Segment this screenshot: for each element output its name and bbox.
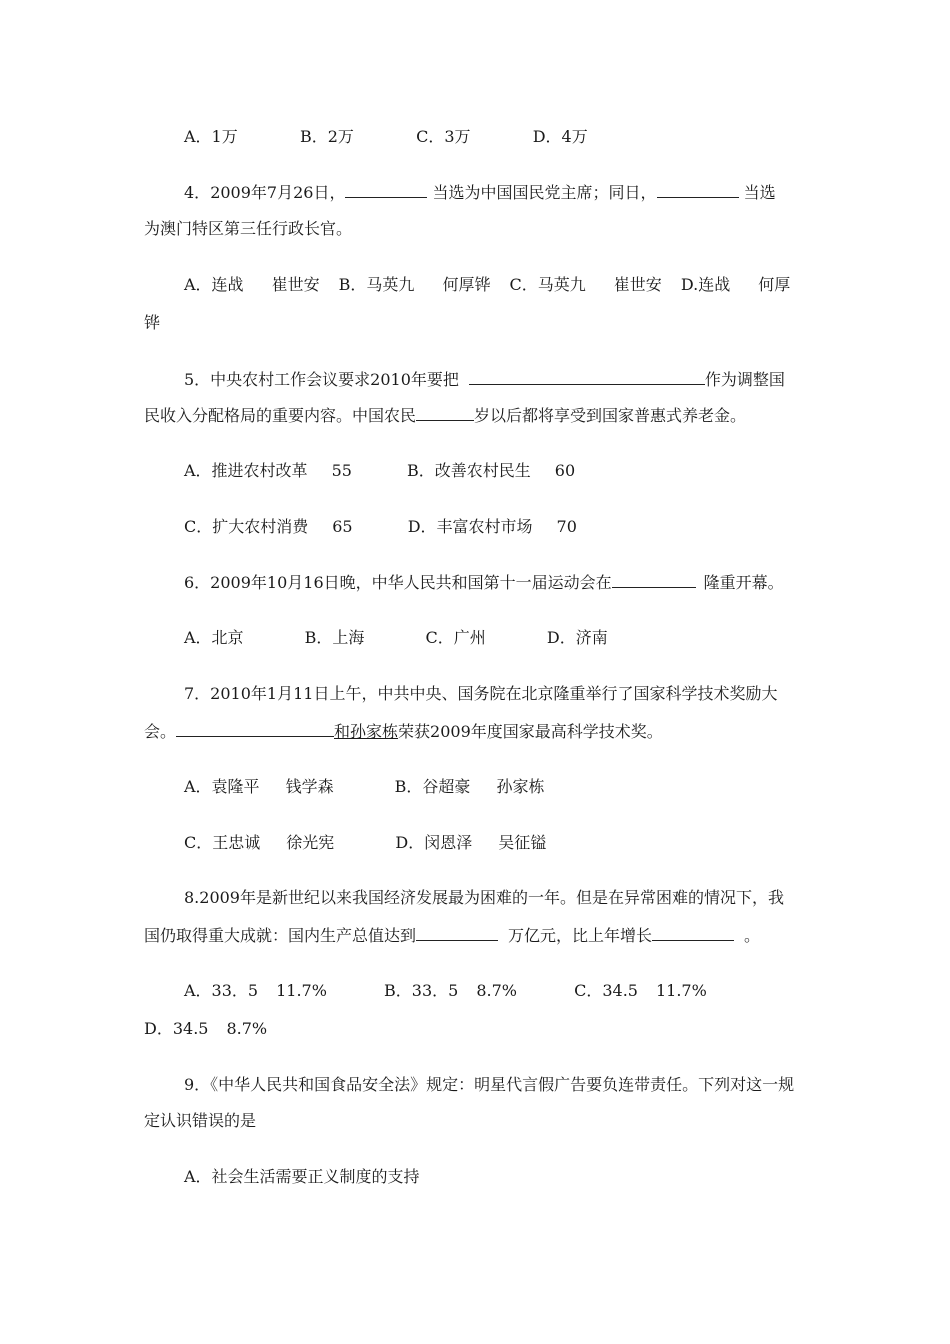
q5-option-d-num: 70 (556, 517, 577, 536)
q4-option-c-name: 崔世安 (613, 275, 662, 294)
q7-option-b: B．谷超豪 (394, 777, 471, 796)
q6-stem-text-end: 隆重开幕。 (703, 573, 784, 592)
q5-option-b-num: 60 (554, 461, 576, 480)
q4-stem-line1 (184, 181, 776, 203)
q9-stem-line2-text: 定认识错误的是 (144, 1111, 257, 1130)
q8-stem-line2-start: 国仍取得重大成就：国内生产总值达到 (144, 926, 417, 945)
q7-stem-line2-end: 荣获2009年度国家最高科学技术奖。 (398, 722, 663, 741)
q8-stem-line2-end: 。 (744, 926, 761, 945)
q6-stem-text: 6．2009年10月16日晚，中华人民共和国第十一届运动会在 (184, 573, 612, 592)
q8-stem-line2-mid: 万亿元，比上年增长 (508, 926, 653, 945)
q7-blank (176, 720, 334, 737)
q5-stem-line2-text: 民收入分配格局的重要内容。中国农民 (144, 406, 417, 425)
q5-option-c: C．扩大农村消费 (184, 517, 309, 536)
q3-option-a: A．1万 (184, 127, 238, 146)
q6-option-a: A．北京 (184, 628, 244, 647)
q4-stem-text: 当选为中国国民党主席；同日， (432, 183, 657, 202)
q8-blank-2 (652, 924, 734, 941)
q5-option-b: B．改善农村民生 (407, 461, 531, 480)
q4-stem-text-end: 当选 (743, 183, 776, 202)
q8-option-c: C．34.5 (574, 981, 638, 1000)
q7-stem-line1 (184, 683, 777, 705)
q8-stem-text: 8.2009年是新世纪以来我国经济发展最为困难的一年。但是在异常困难的情况下，我 (184, 888, 784, 907)
q4-option-d: D.连战 (680, 275, 731, 294)
q7-option-c-name: 徐光宪 (286, 833, 335, 852)
q7-option-d-name: 吴征镒 (498, 833, 547, 852)
q5-stem-line1 (184, 368, 785, 390)
q3-option-c: C．3万 (416, 127, 471, 146)
q7-stem-line2 (144, 720, 663, 742)
q4-stem-line2 (144, 218, 352, 240)
q4-blank-1 (345, 181, 427, 198)
q7-option-d: D．闵恩泽 (395, 833, 473, 852)
q7-option-c: C．王忠诚 (184, 833, 261, 852)
q4-option-a-name: 崔世安 (271, 275, 320, 294)
q7-option-a-name: 钱学森 (285, 777, 334, 796)
q8-stem-line1 (184, 887, 784, 909)
q4-date: 2009年7月26日， (210, 183, 346, 202)
q6-option-c: C．广州 (425, 628, 486, 647)
q7-options-row-2 (184, 832, 546, 854)
q7-stem-line2-start: 会。 (144, 722, 177, 741)
q9-stem-line1 (184, 1074, 794, 1096)
q4-option-d-name: 何厚 (758, 275, 791, 294)
q8-option-b-pct: 8.7% (476, 981, 517, 1000)
q4-options-row (184, 274, 790, 296)
q4-option-b-name: 何厚铧 (442, 275, 491, 294)
q4-blank-2 (657, 181, 739, 198)
q5-option-c-num: 65 (332, 517, 353, 536)
q7-option-a: A．袁隆平 (184, 777, 260, 796)
q6-blank (612, 571, 696, 588)
q6-option-d: D．济南 (546, 628, 608, 647)
q7-underlined-name: 和孙家栋 (334, 722, 399, 741)
q9-stem-text: 9．《中华人民共和国食品安全法》规定：明星代言假广告要负连带责任。下列对这一规 (184, 1075, 795, 1094)
q5-blank-1 (469, 368, 705, 385)
q7-option-b-name: 孙家栋 (496, 777, 545, 796)
q3-option-b: B．2万 (299, 127, 354, 146)
q8-option-a-pct: 11.7% (276, 981, 327, 1000)
q6-options-row (184, 627, 608, 649)
q4-number: 4． (184, 183, 211, 202)
q5-stem-line2 (144, 404, 746, 426)
q4-stem-line2-text: 为澳门特区第三任行政长官。 (144, 219, 353, 238)
q5-stem-text: 5．中央农村工作会议要求2010年要把 (184, 370, 459, 389)
q8-option-d: D．34.5 (144, 1019, 209, 1038)
q4-option-b: B．马英九 (338, 275, 415, 294)
q3-option-d: D．4万 (532, 127, 588, 146)
q7-options-row-1 (184, 776, 544, 798)
q9-option-a-line (184, 1166, 420, 1188)
q8-options-row-1 (184, 980, 707, 1002)
q8-options-row-2 (144, 1018, 267, 1040)
q5-option-a: A．推进农村改革 (184, 461, 308, 480)
q5-option-a-num: 55 (331, 461, 352, 480)
q8-option-d-pct: 8.7% (226, 1019, 268, 1038)
q6-stem-line1 (184, 571, 784, 593)
q8-option-c-pct: 11.7% (655, 981, 707, 1000)
q6-option-b: B．上海 (304, 628, 365, 647)
q9-stem-line2 (144, 1110, 256, 1132)
q4-option-a: A．连战 (184, 275, 244, 294)
q5-options-row-2 (184, 516, 577, 538)
q7-stem-text: 7．2010年1月11日上午，中共中央、国务院在北京隆重举行了国家科学技术奖励大 (184, 684, 778, 703)
q8-blank-1 (416, 924, 498, 941)
q5-stem-text-end: 作为调整国 (704, 370, 785, 389)
q4-option-c: C．马英九 (509, 275, 586, 294)
q8-stem-line2 (144, 924, 760, 946)
q4-option-d-wrap: 铧 (144, 313, 161, 332)
q5-stem-line2-end: 岁以后都将享受到国家普惠式养老金。 (474, 406, 747, 425)
q8-option-a: A．33．5 (184, 981, 259, 1000)
q5-blank-2 (416, 404, 474, 421)
q5-options-row-1 (184, 460, 575, 482)
q3-options-row (184, 126, 588, 148)
q4-option-d-wrap-line (144, 312, 160, 334)
q9-option-a: A．社会生活需要正义制度的支持 (184, 1167, 420, 1186)
q8-option-b: B．33．5 (384, 981, 459, 1000)
q5-option-d: D．丰富农村市场 (407, 517, 533, 536)
